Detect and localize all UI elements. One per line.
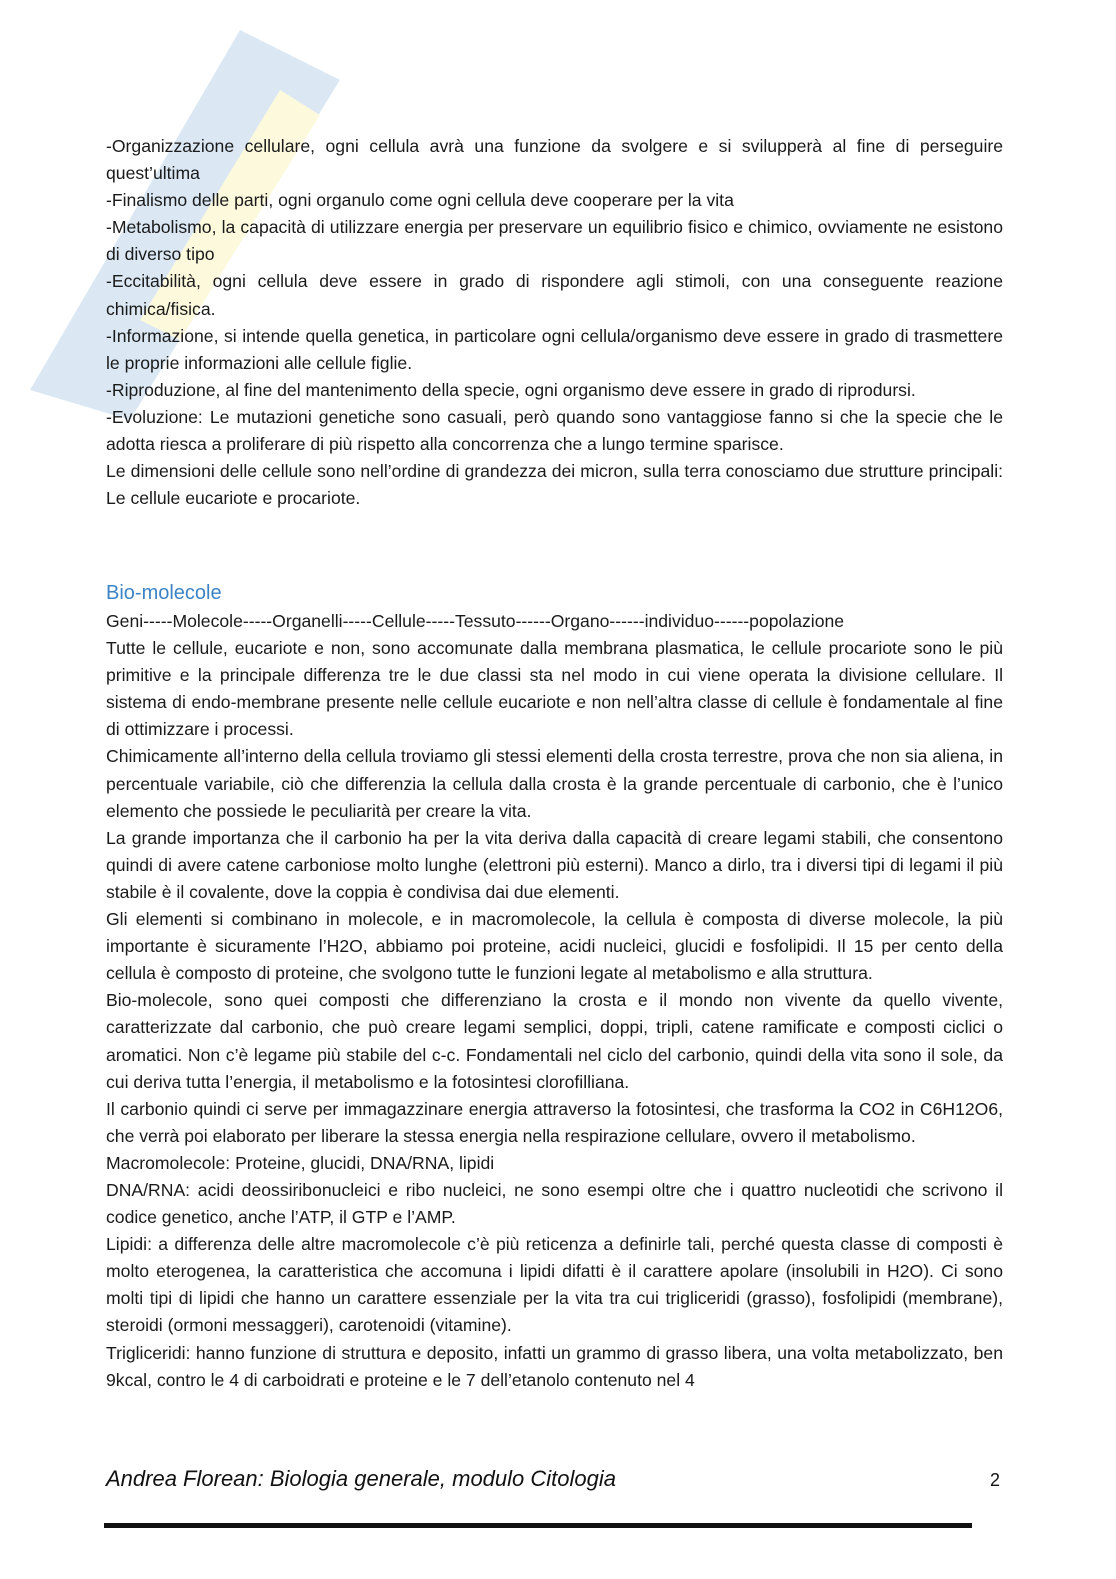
paragraph: Macromolecole: Proteine, glucidi, DNA/RNA, lipidi [106, 1152, 495, 1173]
paragraph: Bio-molecole, sono quei composti che differenziano la crosta e il mondo non vivente da quello vivente, caratterizzate dal carbonio, che può creare legami semplici, doppi, tripli, catene ramificate e composti ciclici o aromatici. Non c’è legame più stabile del c-c. Fondamentali nel ciclo del carbonio, quindi della vita sono il sole, da cui deriva tutta l’energia, il metabolismo e la fotosintesi clorofilliana. [106, 990, 1003, 1092]
paragraph: -Informazione, si intende quella genetica, in particolare ogni cellula/organismo deve essere in grado di trasmettere le proprie informazioni alle cellule figlie. [106, 325, 1003, 373]
section-heading: Bio-molecole [106, 582, 222, 604]
paragraph: Le dimensioni delle cellule sono nell’ordine di grandezza dei micron, sulla terra conosciamo due strutture principali: Le cellule eucariote e procariote. [106, 461, 1003, 509]
paragraph: Gli elementi si combinano in molecole, e in macromolecole, la cellula è composta di diverse molecole, la più importante è sicuramente l’H2O, abbiamo poi proteine, acidi nucleici, glucidi e fosfolipidi. Il 15 per cento della cellula è composto di proteine, che svolgono tutte le funzioni legate al metabolismo e alla struttura. [106, 909, 1003, 984]
page-number: 2 [990, 1470, 1001, 1490]
paragraph: -Riproduzione, al fine del mantenimento della specie, ogni organismo deve essere in grado di riprodursi. [106, 379, 916, 400]
paragraph: Trigliceridi: hanno funzione di struttura e deposito, infatti un grammo di grasso libera, una volta metabolizzato, ben 9kcal, contro le 4 di carboidrati e proteine e le 7 dell’etanolo contenuto nel 4 [106, 1342, 1003, 1390]
paragraph: -Organizzazione cellulare, ogni cellula avrà una funzione da svolgere e si svilupperà al fine di perseguire quest’ultima [106, 136, 1003, 184]
paragraph: La grande importanza che il carbonio ha per la vita deriva dalla capacità di creare legami stabili, che consentono quindi di avere catene carboniose molto lunghe (elettroni più esterni). Manco a dirlo, tra i diversi tipi di legami il più stabile è il covalente, dove la coppia è condivisa dai due elementi. [106, 827, 1003, 902]
footer-divider [104, 1523, 972, 1528]
paragraph: -Eccitabilità, ogni cellula deve essere in grado di rispondere agli stimoli, con una conseguente reazione chimica/fisica. [106, 271, 1003, 319]
paragraph: Lipidi: a differenza delle altre macromolecole c’è più reticenza a definirle tali, perché questa classe di composti è molto eterogenea, la caratteristica che accomuna i lipidi difatti è il carattere apolare (insolubili in H2O). Ci sono molti tipi di lipidi che hanno un carattere essenziale per la vita tra cui trigliceridi (grasso), fosfolipidi (membrane), steroidi (ormoni messaggeri), carotenoidi (vitamine). [106, 1234, 1003, 1336]
paragraph: -Finalismo delle parti, ogni organulo come ogni cellula deve cooperare per la vita [106, 190, 734, 211]
paragraph: -Metabolismo, la capacità di utilizzare energia per preservare un equilibrio fisico e chimico, ovviamente ne esistono di diverso tipo [106, 217, 1003, 265]
paragraph: -Evoluzione: Le mutazioni genetiche sono casuali, però quando sono vantaggiose fanno si che la specie che le adotta riesca a proliferare di più rispetto alla concorrenza che a lungo termine sparisce. [106, 406, 1003, 455]
footer-author-title: Andrea Florean: Biologia generale, modulo Citologia [106, 1466, 616, 1491]
paragraph: Il carbonio quindi ci serve per immagazzinare energia attraverso la fotosintesi, che trasforma la CO2 in C6H12O6, che verrà poi elaborato per liberare la stessa energia nella respirazione cellulare, ovvero il metabolismo. [106, 1098, 1003, 1146]
paragraph: Tutte le cellule, eucariote e non, sono accomunate dalla membrana plasmatica, le cellule procariote sono le più primitive e la principale differenza tre le due classi sta nel modo in cui viene operata la divisione cellulare. Il sistema di endo-membrane presente nelle cellule eucariote e non nell’altra classe di cellule è fondamentale al fine di ottimizzare i processi. [106, 638, 1003, 740]
body-text-section-1 [106, 133, 1003, 512]
body-text-section-2 [106, 608, 1003, 1394]
paragraph: Chimicamente all’interno della cellula troviamo gli stessi elementi della crosta terrestre, prova che non sia aliena, in percentuale variabile, ciò che differenzia la cellula dalla crosta è la grande percentuale di carbonio, che è l’unico elemento che possiede le peculiarità per creare la vita. [106, 746, 1003, 821]
paragraph: DNA/RNA: acidi deossiribonucleici e ribo nucleici, ne sono esempi oltre che i quattro nucleotidi che scrivono il codice genetico, anche l’ATP, il GTP e l’AMP. [106, 1179, 1003, 1228]
paragraph: Geni-----Molecole-----Organelli-----Cellule-----Tessuto------Organo------individuo------popolazione [106, 611, 845, 631]
